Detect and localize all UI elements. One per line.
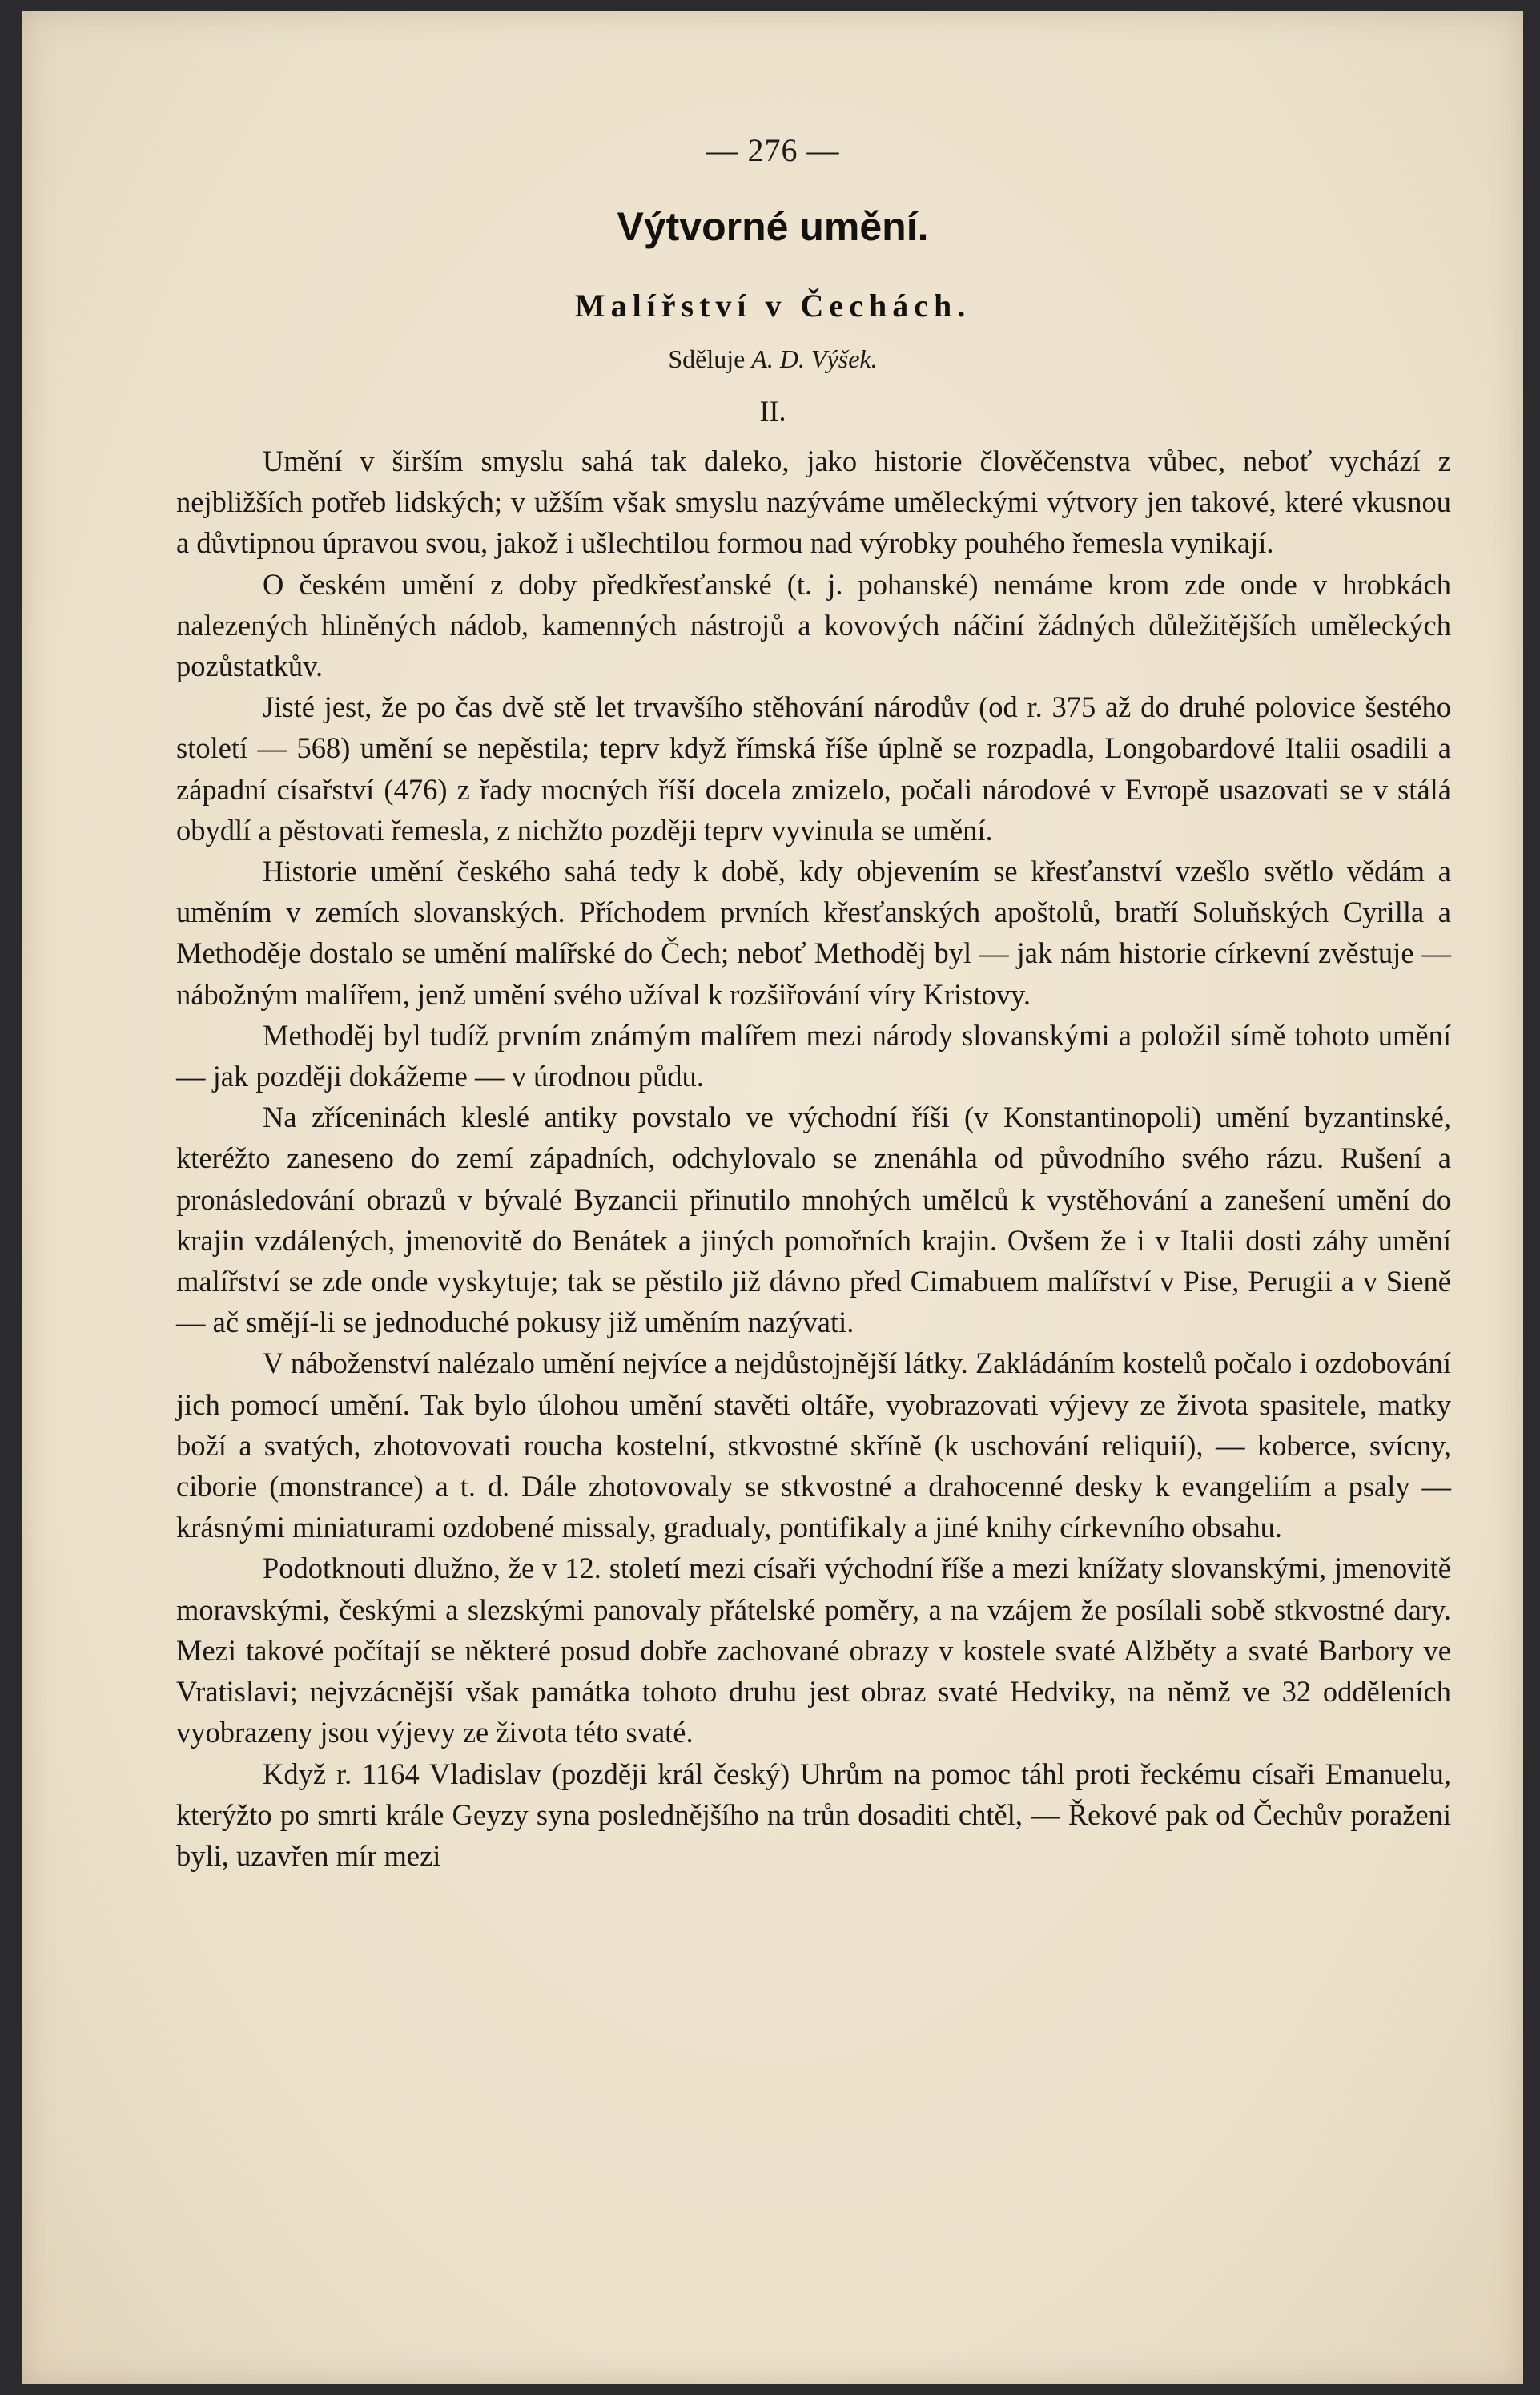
page-sheet	[22, 11, 1523, 2384]
paragraph: Když r. 1164 Vladislav (později král český) Uhrům na pomoc táhl proti řeckému císaři Emanuelu, kterýžto po smrti krále Geyzy syna poslednějšího na trůn dosaditi chtěl, — Řekové pak od Čechův poraženi byli, uzavřen mír mezi	[176, 1757, 1451, 1872]
body-text	[176, 441, 1451, 1876]
page-title: Výtvorné umění.	[617, 204, 929, 249]
paragraph: Jisté jest, že po čas dvě stě let trvavšího stěhování národův (od r. 375 až do druhé polovice šestého století — 568) umění se nepěstila; teprv když římská říše úplně se rozpadla, Longobardové Italii osadili a západní císařství (476) z řady mocných říší docela zmizelo, počali národové v Evropě usazovati se v stálá obydlí a pěstovati řemesla, z nichžto později teprv vyvinula se umění.	[176, 690, 1451, 847]
section-title: Malířství v Čechách.	[574, 288, 971, 324]
paragraph: Historie umění českého sahá tedy k době, kdy objevením se křesťanství vzešlo světlo vědám a uměním v zemích slovanských. Příchodem prvních křesťanských apoštolů, bratří Soluňských Cyrilla a Methoděje dostalo se umění malířské do Čech; neboť Methoděj byl — jak nám historie církevní zvěstuje — nábožným malířem, jenž umění svého užíval k rozšiřování víry Kristovy.	[176, 855, 1451, 1011]
byline-prefix: Sděluje	[668, 344, 746, 373]
paragraph: O českém umění z doby předkřesťanské (t. j. pohanské) nemáme krom zde onde v hrobkách nalezených hliněných nádob, kamenných nástrojů a kovových náčiní žádných důležitějších uměleckých pozůstatkův.	[176, 567, 1451, 683]
paragraph: V náboženství nalézalo umění nejvíce a nejdůstojnější látky. Zakládáním kostelů počalo i ozdobování jich pomocí umění. Tak bylo úlohou umění stavěti oltáře, vyobrazovati výjevy ze života spasitele, matky boží a svatých, zhotovovati roucha kostelní, stkvostné skříně (k uschování reliquií), — koberce, svícny, ciborie (monstrance) a t. d. Dále zhotovovaly se stkvostné a drahocenné desky k evangeliím a psaly — krásnými miniaturami ozdobené missaly, gradualy, pontifikaly a jiné knihy církevního obsahu.	[176, 1346, 1451, 1544]
byline	[22, 344, 1523, 374]
paragraph: Umění v širším smyslu sahá tak daleko, jako historie člověčenstva vůbec, neboť vychází z nejbližších potřeb lidských; v užším však smyslu nazýváme uměleckými výtvory jen takové, které vkusnou a důvtipnou úpravou svou, jakož i ušlechtilou formou nad výrobky pouhého řemesla vynikají.	[176, 445, 1451, 560]
page-number: — 276 —	[706, 132, 840, 168]
paragraph: Methoděj byl tudíž prvním známým malířem mezi národy slovanskými a položil símě tohoto umění — jak později dokážeme — v úrodnou půdu.	[176, 1018, 1451, 1093]
paragraph: Na zříceninách kleslé antiky povstalo ve východní říši (v Konstantinopoli) umění byzantinské, kteréžto zaneseno do zemí západních, odchylovalo se znenáhla od původního svého rázu. Rušení a pronásledování obrazů v bývalé Byzancii přinutilo mnohých umělců k vystěhování a zanešení umění do krajin vzdálených, jmenovitě do Benátek a jiných pomořních krajin. Ovšem že i v Italii dosti záhy umění malířství se zde onde vyskytuje; tak se pěstilo již dávno před Cimabuem malířství v Pise, Perugii a v Sieně — ač smějí-li se jednoduché pokusy již uměním nazývati.	[176, 1101, 1451, 1339]
paragraph: Podotknouti dlužno, že v 12. století mezi císaři východní říše a mezi knížaty slovanskými, jmenovitě moravskými, českými a slezskými panovaly přátelské poměry, a na vzájem že posílali sobě stkvostné dary. Mezi takové počítají se některé posud dobře zachované obrazy v kostele svaté Alžběty a svaté Barbory ve Vratislavi; nejvzácnější však památka tohoto druhu jest obraz svaté Hedviky, na němž ve 32 odděleních vyobrazeny jsou výjevy ze života této svaté.	[176, 1552, 1451, 1749]
part-number: II.	[759, 395, 786, 427]
byline-author: A. D. Výšek.	[751, 344, 878, 373]
